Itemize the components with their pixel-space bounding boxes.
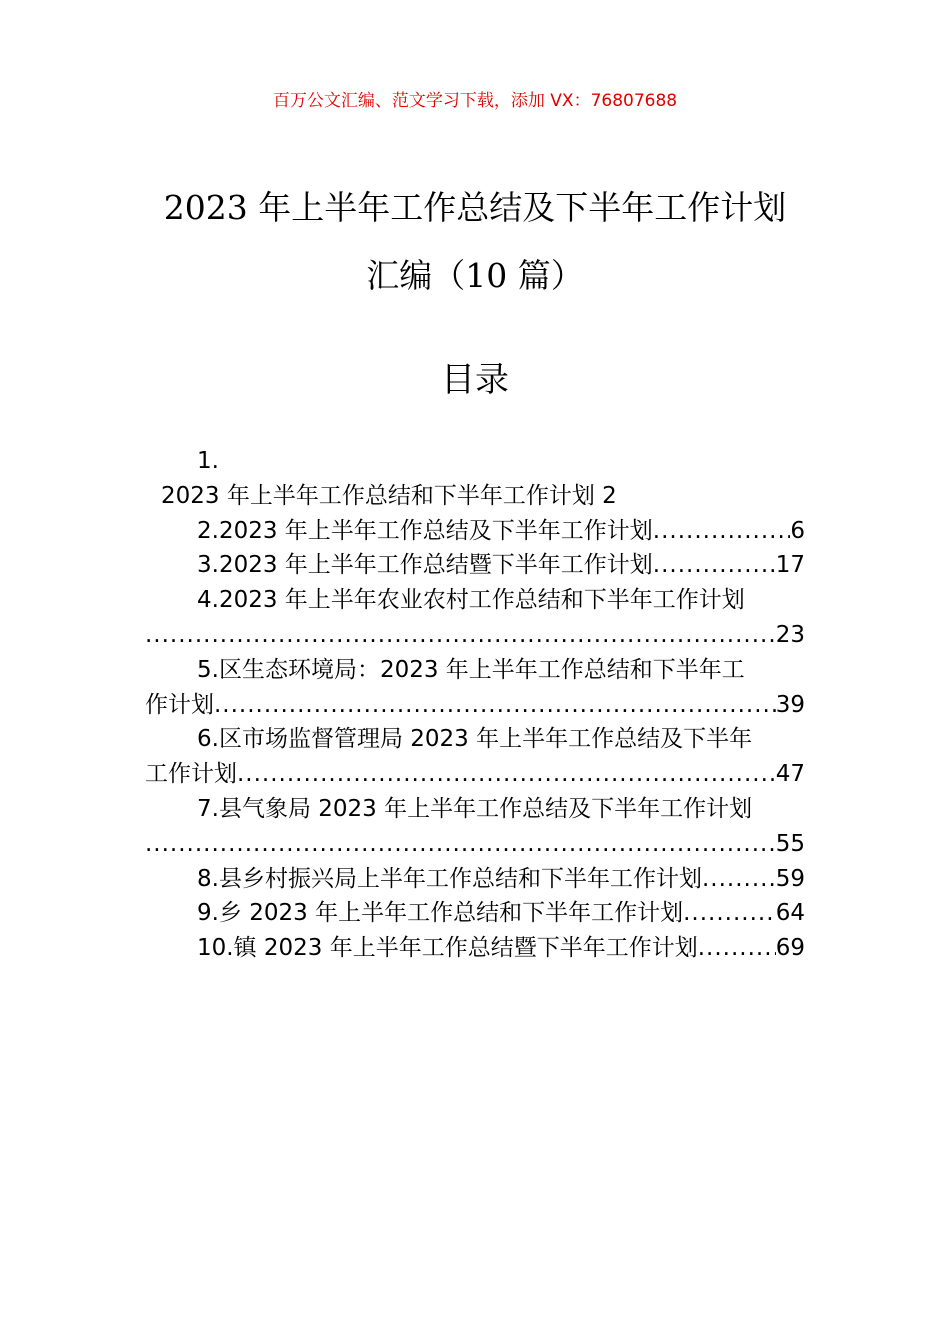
toc-leader-dots [653, 548, 776, 583]
header-note: 百万公文汇编、范文学习下载，添加 VX：76807688 [272, 91, 678, 111]
toc-leader-dots [702, 862, 776, 897]
toc-leader-dots [145, 618, 776, 653]
toc-entry-7-continuation[interactable] [145, 827, 805, 862]
document-title-line2: 汇编（10 篇） [366, 256, 584, 295]
toc-entry-3-page: 17 [775, 552, 805, 579]
toc-entry-5-text-continued: 作计划 [145, 691, 214, 718]
toc-entry-10-text: 10.镇 2023 年上半年工作总结暨下半年工作计划 [197, 935, 698, 962]
toc-entry-6-page: 47 [775, 761, 805, 788]
toc-leader-dots [145, 827, 776, 862]
toc-entry-10[interactable] [145, 931, 805, 966]
toc-entry-4-text: 4.2023 年上半年农业农村工作总结和下半年工作计划 [197, 587, 745, 614]
toc-entry-3-text: 3.2023 年上半年工作总结暨下半年工作计划 [197, 552, 653, 579]
toc-entry-4-page: 23 [775, 621, 805, 648]
toc-entry-9-text: 9.乡 2023 年上半年工作总结和下半年工作计划 [197, 900, 684, 927]
toc-entry-4-continuation[interactable] [145, 618, 805, 653]
toc-entry-9-page: 64 [775, 900, 805, 927]
toc-entry-3[interactable] [145, 548, 805, 583]
toc-leader-dots [237, 757, 776, 792]
toc-entry-2-text: 2.2023 年上半年工作总结及下半年工作计划 [197, 517, 653, 544]
toc-entry-6-continuation[interactable] [145, 757, 805, 792]
toc-leader-dots [653, 514, 791, 549]
toc-heading: 目录 [441, 360, 509, 400]
toc-entry-1-number: 1. [197, 448, 219, 474]
toc-entry-6-text-continued: 工作计划 [145, 761, 237, 788]
toc-entry-9[interactable] [145, 896, 805, 931]
toc-entry-1[interactable] [145, 479, 805, 514]
toc-leader-dots [698, 931, 776, 966]
toc-entry-6[interactable] [145, 722, 805, 757]
toc-entry-2-page: 6 [790, 517, 805, 544]
toc-entry-7[interactable] [145, 792, 805, 827]
toc-entry-10-page: 69 [775, 935, 805, 962]
toc-entry-4[interactable] [145, 583, 805, 618]
toc-entry-5-continuation[interactable] [145, 688, 805, 723]
table-of-contents [145, 444, 805, 966]
toc-entry-2[interactable] [145, 514, 805, 549]
document-title-line1: 2023 年上半年工作总结及下半年工作计划 [163, 188, 787, 227]
toc-leader-dots [214, 688, 776, 723]
toc-entry-8-text: 8.县乡村振兴局上半年工作总结和下半年工作计划 [197, 865, 702, 892]
toc-entry-5-page: 39 [775, 691, 805, 718]
toc-entry-6-text: 6.区市场监督管理局 2023 年上半年工作总结及下半年 [197, 726, 753, 753]
toc-entry-8-page: 59 [775, 865, 805, 892]
toc-entry-1-number-line[interactable] [145, 444, 805, 479]
toc-entry-8[interactable] [145, 862, 805, 897]
toc-entry-5-text: 5.区生态环境局：2023 年上半年工作总结和下半年工 [197, 656, 745, 683]
toc-entry-7-page: 55 [775, 830, 805, 857]
toc-leader-dots [683, 896, 776, 931]
toc-entry-1-text: 2023 年上半年工作总结和下半年工作计划 2 [161, 482, 617, 509]
toc-entry-7-text: 7.县气象局 2023 年上半年工作总结及下半年工作计划 [197, 795, 753, 822]
toc-entry-5[interactable] [145, 653, 805, 688]
